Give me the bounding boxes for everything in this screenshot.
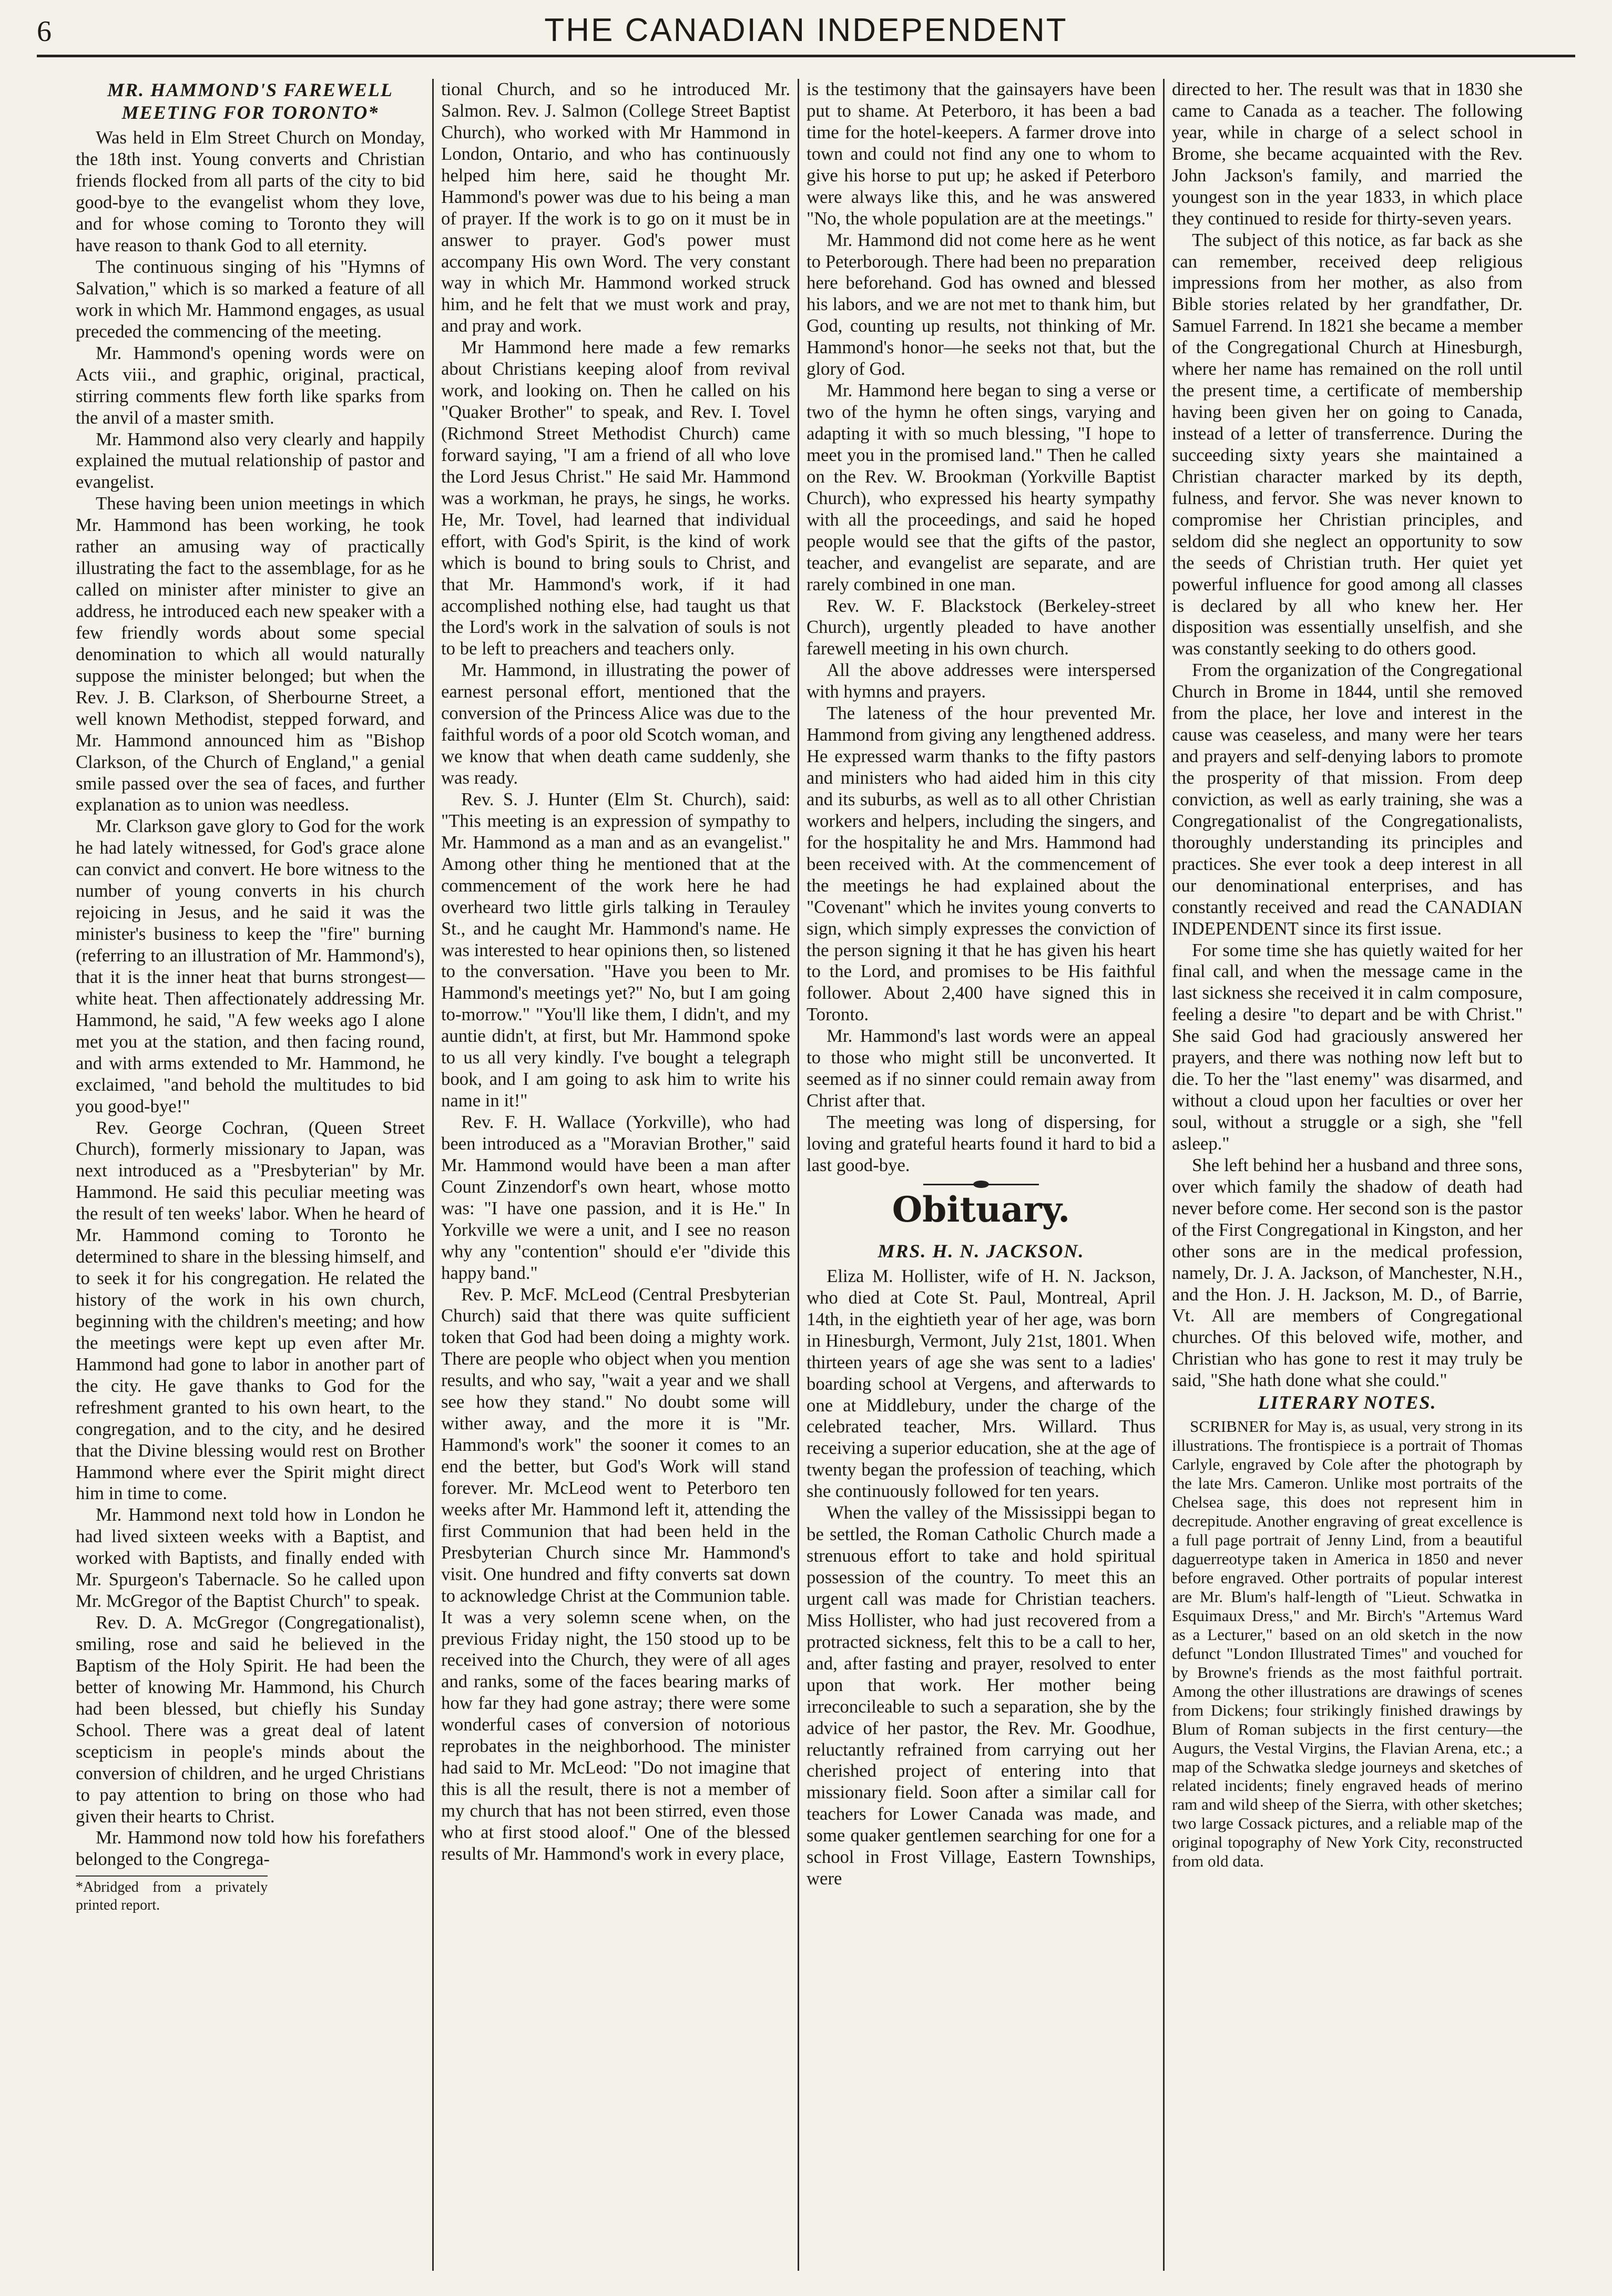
column-2 bbox=[434, 79, 799, 2271]
ornamental-rule bbox=[807, 1184, 1156, 1185]
page-header bbox=[37, 9, 1575, 57]
article-columns bbox=[68, 79, 1530, 2271]
paragraph: Rev. F. H. Wallace (Yorkville), who had been introduced as a "Moravian Brother," said Mr. Hammond would have been a man after Count Zinzendorf's own heart, whose motto was: "I have one passion, and it is He." In Yorkville we were a unit, and I see no reason why any "contention" should e'er "divide this happy band." bbox=[441, 1112, 790, 1283]
column-1 bbox=[68, 79, 434, 2271]
paragraph: Mr. Clarkson gave glory to God for the work he had lately witnessed, for God's grace alone can convict and convert. He bore witness to the number of young converts in his church rejoicing in Jesus, and he said it was the minister's business to keep the "fire" burning (referring to an illustration of Mr. Hammond's), that it is the inner heat that burns strongest—white heat. Then affectionately addressing Mr. Hammond, he said, "A few weeks ago I alone met you at the station, and then facing round, and with arms extended to Mr. Hammond, he exclaimed, "and behold the multitudes to bid you good-bye!" bbox=[76, 816, 425, 1116]
paragraph: Rev. P. McF. McLeod (Central Presbyterian Church) said that there was quite sufficient token that God had been doing a mighty work. There are people who object when you mention results, and who say, "wait a year and we shall see how they stand." No doubt some will wither away, and the more it is "Mr. Hammond's work" the sooner it comes to an end the better, but God's Work will stand forever. Mr. McLeod went to Peterboro ten weeks after Mr. Hammond left it, attending the first Communion that had been held in the Presbyterian Church since Mr. Hammond's visit. One hundred and fifty converts sat down to acknowledge Christ at the Communion table. It was a very solemn scene when, on the previous Friday night, the 150 stood up to be received into the Church, they were of all ages and ranks, some of the faces bearing marks of how far they had gone astray; there were some wonderful cases of conversion of notorious reprobates in the neighborhood. The minister had said to Mr. McLeod: "Do not imagine that this is all the result, there is not a member of my church that has not been stirred, even those who at first stood aloof." One of the blessed results of Mr. Hammond's work in every place, bbox=[441, 1284, 790, 1864]
paragraph: Mr. Hammond now told how his forefathers belonged to the Congrega- bbox=[76, 1827, 425, 1870]
paragraph: The subject of this notice, as far back as she can remember, received deep religious impressions from her mother, as also from Bible stories related by her grandfather, Dr. Samuel Farrend. In 1821 she became a member of the Congregational Church at Hinesburgh, where her name has remained on the roll until the present time, a certificate of membership having been given her on going to Canada, instead of a letter of transferrence. During the succeeding sixty years she maintained a Christian character marked by its depth, fulness, and fervor. She was never known to compromise her Christian principles, and seldom did she neglect an opportunity to sow the seeds of Christian truth. Her quiet yet powerful influence for good among all classes is declared by all who knew her. Her disposition was essentially unselfish, and she was constantly seeking to do others good. bbox=[1172, 229, 1523, 659]
paragraph: All the above addresses were interspersed with hymns and prayers. bbox=[807, 660, 1156, 702]
section-title: MRS. H. N. JACKSON. bbox=[878, 1240, 1085, 1262]
paragraph: For some time she has quietly waited for her final call, and when the message came in the last sickness she received it in calm composure, feeling a desire "to depart and be with Christ." She said God had graciously answered her prayers, and there was nothing now left but to die. To her the "last enemy" was disarmed, and without a cloud upon her faculties or over her soul, without a struggle or a sigh, she "fell asleep." bbox=[1172, 939, 1523, 1154]
paragraph: Rev. George Cochran, (Queen Street Church), formerly missionary to Japan, was next introduced as a "Presbyterian" by Mr. Hammond. He said this peculiar meeting was the result of ten weeks' labor. When he heard of Mr. Hammond coming to Toronto he determined to share in the blessing himself, and to seek it for his congregation. He related the history of the work in his own church, beginning with the children's meeting; and how the meetings were kept up even after Mr. Hammond had gone to labor in another part of the city. He gave thanks to God for the refreshment granted to his own heart, to the congregation, and to the city, and he desired that the Divine blessing would rest on Brother Hammond where ever the Spirit might direct him in time to come. bbox=[76, 1117, 425, 1504]
obituary-heading: Obituary. bbox=[892, 1188, 1070, 1230]
page-number: 6 bbox=[37, 15, 52, 48]
paragraph: Rev. W. F. Blackstock (Berkeley-street Church), urgently pleaded to have another farewell meeting in his own church. bbox=[807, 595, 1156, 659]
literary-note-paragraph: SCRIBNER for May is, as usual, very strong in its illustrations. The frontispiece is a portrait of Thomas Carlyle, engraved by Cole after the photograph by the late Mrs. Cameron. Unlike most portraits of the Chelsea sage, this does not represent him in decrepitude. Another engraving of great excellence is a full page portrait of Jenny Lind, from a beautiful daguerreotype taken in America in 1850 and never before engraved. Other portraits of popular interest are Mr. Blum's half-length of "Lieut. Schwatka in Esquimaux Dress," and Mr. Birch's "Artemus Ward as a Lecturer," based on an old sketch in the now defunct "London Illustrated Times" and vouched for by Browne's friends as the most faithful portrait. Among the other illustrations are drawings of scenes from Dickens; four strikingly finished drawings by Blum of Roman subjects in the first century—the Augurs, the Vestal Virgins, the Flavian Arena, etc.; a map of the Schwatka sledge journeys and sketches of related incidents; finely engraved heads of merino ram and wild sheep of the Sierra, with other sketches; two large Cossack pictures, and a reliable map of the original topography of New York City, reconstructed from old data. bbox=[1172, 1417, 1523, 1871]
masthead: THE CANADIAN INDEPENDENT bbox=[544, 12, 1068, 48]
paragraph: Mr. Hammond's opening words were on Acts viii., and graphic, original, practical, stirring comments flew forth like sparks from the anvil of a master smith. bbox=[76, 342, 425, 428]
footnote: *Abridged from a privately printed report. bbox=[76, 1875, 268, 1914]
paragraph: She left behind her a husband and three sons, over which family the shadow of death had never before come. Her second son is the pastor of the First Congregational in Kingston, and her other sons are in the medical profession, namely, Dr. J. A. Jackson, of Manchester, N.H., and the Hon. J. H. Jackson, M. D., of Barrie, Vt. All are members of Congregational churches. Of this beloved wife, mother, and Christian who has gone to rest it may truly be said, "She hath done what she could." bbox=[1172, 1154, 1523, 1391]
paragraph: The continuous singing of his "Hymns of Salvation," which is so marked a feature of all work in which Mr. Hammond engages, as usual preceded the commencing of the meeting. bbox=[76, 257, 425, 342]
paragraph: tional Church, and so he introduced Mr. Salmon. Rev. J. Salmon (College Street Baptist Church), who worked with Mr Hammond in London, Ontario, and who has continuously helped him here, said he thought Mr. Hammond's power was due to his being a man of prayer. If the work is to go on it must be in answer to prayer. God's power must accompany His own Word. The very constant way in which Mr. Hammond worked struck him, and he felt that we must work and pray, and pray and work. bbox=[441, 79, 790, 336]
paragraph: When the valley of the Mississippi began to be settled, the Roman Catholic Church made a strenuous effort to take and hold spiritual possession of the country. To meet this an urgent call was made for Christian teachers. Miss Hollister, who had just recovered from a protracted sickness, felt this to be a call to her, and, after fasting and prayer, resolved to enter upon that work. Her mother being irreconcileable to such a separation, she by the advice of her pastor, the Rev. Mr. Goodhue, reluctantly refrained from carrying out her cherished project of entering into that missionary field. Soon after a similar call for teachers for Lower Canada was made, and some quaker gentlemen searching for one for a school in Frost Village, Eastern Townships, were bbox=[807, 1502, 1156, 1889]
paragraph: Mr. Hammond next told how in London he had lived sixteen weeks with a Baptist, and worked with Baptists, and finally ended with Mr. Spurgeon's Tabernacle. So he called upon Mr. McGregor of the Baptist Church" to speak. bbox=[76, 1504, 425, 1612]
paragraph: Mr. Hammond here began to sing a verse or two of the hymn he often sings, varying and adapting it with so much blessing, "I hope to meet you in the promised land." Then he called on the Rev. W. Brookman (Yorkville Baptist Church), who expressed his hearty sympathy with all the proceedings, and said he hoped people would see that the gifts of the pastor, teacher, and evangelist are separate, and are rarely combined in one man. bbox=[807, 380, 1156, 594]
section-title: LITERARY NOTES. bbox=[1258, 1392, 1437, 1413]
paragraph: Rev. D. A. McGregor (Congregationalist), smiling, rose and said he believed in the Baptism of the Holy Spirit. He had been the better of knowing Mr. Hammond, his Church had been blessed, but chiefly his Sunday School. There was a great deal of latent scepticism in people's minds about the conversion of children, and he urged Christians to pay attention to bring on those who had given their hearts to Christ. bbox=[76, 1612, 425, 1827]
paragraph: Mr Hammond here made a few remarks about Christians keeping aloof from revival work, and looking on. Then he called on his "Quaker Brother" to speak, and Rev. I. Tovel (Richmond Street Methodist Church) came forward saying, "I am a friend of all who love the Lord Jesus Christ." He said Mr. Hammond was a workman, he prays, he sings, he works. He, Mr. Tovel, had learned that individual effort, with God's Spirit, is the kind of work which is bound to bring souls to Christ, and that Mr. Hammond's work, if it had accomplished nothing else, had taught us that the Lord's work in the salvation of souls is not to be left to preachers and teachers only. bbox=[441, 337, 790, 659]
paragraph: Rev. S. J. Hunter (Elm St. Church), said: "This meeting is an expression of sympathy to Mr. Hammond as a man and as an evangelist." Among other thing he mentioned that at the commencement of the work here he had overheard two little girls talking in Terauley St., and he caught Mr. Hammond's name. He was interested to hear opinions then, so listened to the conversation. "Have you been to Mr. Hammond's meetings yet?" No, but I am going to-morrow." "You'll like them, I didn't, and my auntie didn't, at first, but Mr. Hammond spoke to us all very kindly. I've bought a telegraph book, and I am going to ask him to write his name in it!" bbox=[441, 788, 790, 1111]
paragraph: The meeting was long of dispersing, for loving and grateful hearts found it hard to bid a last good-bye. bbox=[807, 1112, 1156, 1175]
paragraph: Mr. Hammond also very clearly and happily explained the mutual relationship of pastor and evangelist. bbox=[76, 428, 425, 493]
paragraph: These having been union meetings in which Mr. Hammond has been working, he took rather an amusing way of practically illustrating the fact to the assemblage, for as he called on minister after minister to give an address, he introduced each new speaker with a few friendly words about some special denomination to which all would naturally suppose the minister belonged; but when the Rev. J. B. Clarkson, of Sherbourne Street, a well known Methodist, stepped forward, and Mr. Hammond announced him as "Bishop Clarkson, of the Church of England," a genial smile passed over the sea of faces, and further explanation as to union was needless. bbox=[76, 493, 425, 815]
paragraph: Eliza M. Hollister, wife of H. N. Jackson, who died at Cote St. Paul, Montreal, April 14th, in the eightieth year of her age, was born in Hinesburgh, Vermont, July 21st, 1801. When thirteen years of age she was sent to a ladies' boarding school at Vergens, and afterwards to one at Middlebury, under the charge of the celebrated teacher, Mrs. Willard. Thus receiving a superior education, she at the age of twenty began the profession of teaching, which she continuously followed for ten years. bbox=[807, 1265, 1156, 1502]
column-4 bbox=[1165, 79, 1530, 2271]
paragraph: The lateness of the hour prevented Mr. Hammond from giving any lengthened address. He expressed warm thanks to the fifty pastors and ministers who had aided him in this city and its suburbs, as well as to all other Christian workers and helpers, including the singers, and for the hospitality he and Mrs. Hammond had been received with. At the commencement of the meetings he had explained about the "Covenant" which he invites young converts to sign, which simply expresses the conviction of the person signing it that he has given his heart to the Lord, and promises to be His faithful follower. About 2,400 have signed this in Toronto. bbox=[807, 703, 1156, 1025]
section-title: MR. HAMMOND'S FAREWELL MEETING FOR TORONTO* bbox=[107, 79, 393, 124]
paragraph: Mr. Hammond's last words were an appeal to those who might still be unconverted. It seemed as if no sinner could remain away from Christ after that. bbox=[807, 1026, 1156, 1111]
paragraph: is the testimony that the gainsayers have been put to shame. At Peterboro, it has been a bad time for the hotel-keepers. A farmer drove into town and could not find any one to whom to give his horse to put up; he asked if Peterboro were always like this, and he was answered "No, the whole population are at the meetings." bbox=[807, 79, 1156, 229]
column-3 bbox=[799, 79, 1165, 2271]
paragraph: Was held in Elm Street Church on Monday, the 18th inst. Young converts and Christian friends flocked from all parts of the city to bid good-bye to the evangelist whom they love, and for whose coming to Toronto they will have reason to thank God to all eternity. bbox=[76, 127, 425, 256]
paragraph: directed to her. The result was that in 1830 she came to Canada as a teacher. The following year, while in charge of a select school in Brome, she became acquainted with the Rev. John Jackson's family, and married the youngest son in the year 1833, in which place they continued to reside for thirty-seven years. bbox=[1172, 79, 1523, 229]
paragraph: From the organization of the Congregational Church in Brome in 1844, until she removed from the place, her love and interest in the cause was ceaseless, and many were her tears and prayers and self-denying labors to promote the prosperity of that mission. From deep conviction, as well as early training, she was a Congregationalist of the Congregationalists, thoroughly understanding its principles and practices. She ever took a deep interest in all our denominational enterprises, and has constantly received and read the CANADIAN INDEPENDENT since its first issue. bbox=[1172, 660, 1523, 939]
paragraph: Mr. Hammond, in illustrating the power of earnest personal effort, mentioned that the conversion of the Princess Alice was due to the faithful words of a poor old Scotch woman, and we know that when death came suddenly, she was ready. bbox=[441, 660, 790, 788]
paragraph: Mr. Hammond did not come here as he went to Peterborough. There had been no preparation here beforehand. God has owned and blessed his labors, and we are not met to thank him, but God, counting up results, not thinking of Mr. Hammond's honor—he seeks not that, but the glory of God. bbox=[807, 229, 1156, 380]
